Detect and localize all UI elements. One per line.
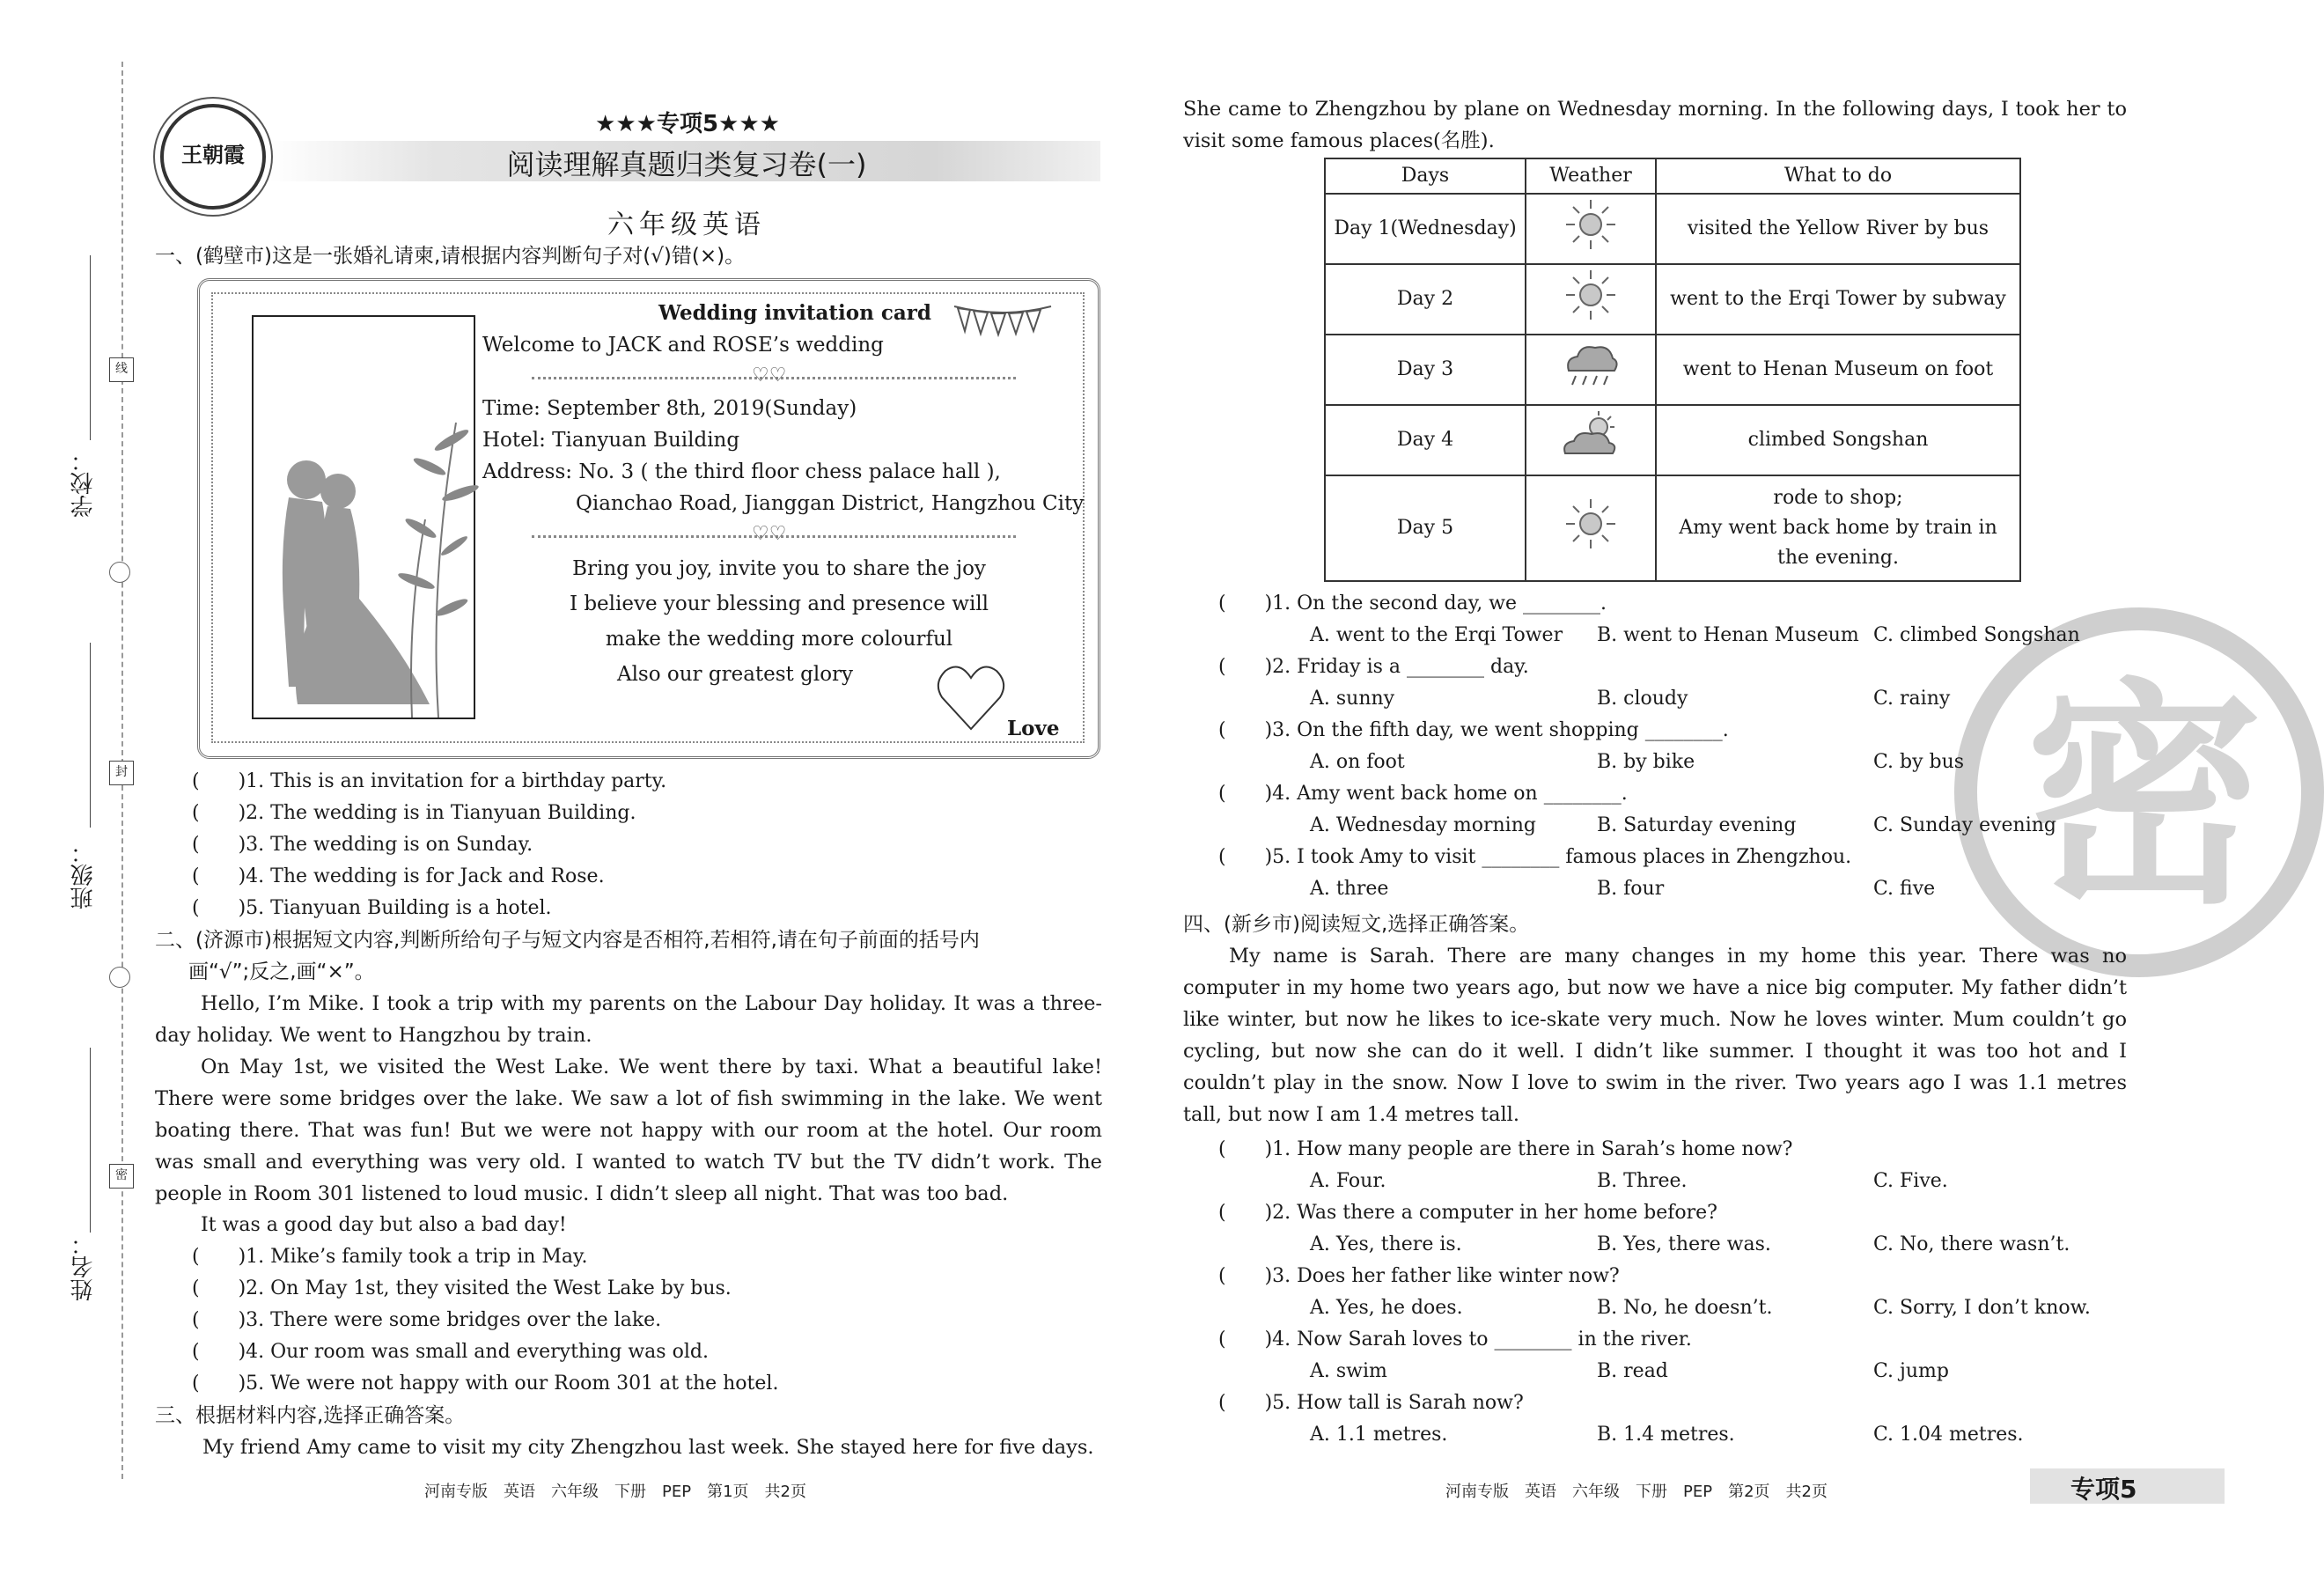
schedule-table (1324, 158, 2021, 582)
table-cell-todo: went to the Erqi Tower by subway (1656, 264, 2020, 335)
table-cell-todo: went to Henan Museum on foot (1656, 335, 2020, 405)
choice-a: A. Wednesday morning (1310, 814, 1536, 836)
school-label: 学校： (70, 449, 97, 518)
s4-question: ( )5. How tall is Sarah now? (1218, 1392, 1524, 1414)
table-cell-todo (1656, 475, 2020, 581)
s1-question: ( )2. The wedding is in Tianyuan Building. (192, 802, 636, 824)
footer-tab (2030, 1468, 2225, 1504)
choice-b: B. four (1597, 878, 1665, 900)
card-love: Love (1007, 717, 1060, 740)
card-poem-line: make the wedding more colourful (605, 628, 953, 651)
margin-mark-secret: 密 (109, 1164, 134, 1189)
choice-c: C. jump (1873, 1360, 1949, 1382)
card-address-2: Qianchao Road, Jianggan District, Hangzhou City (576, 492, 1085, 515)
footer-right: 河南专版 英语 六年级 下册 PEP 第2页 共2页 (1445, 1483, 1828, 1501)
choice-b: B. 1.4 metres. (1597, 1424, 1735, 1446)
footer-left: 河南专版 英语 六年级 下册 PEP 第1页 共2页 (424, 1483, 806, 1501)
choice-a: A. 1.1 metres. (1310, 1424, 1448, 1446)
choice-c: C. Sorry, I don’t know. (1873, 1297, 2091, 1319)
s2-question: ( )3. There were some bridges over the lake. (192, 1309, 662, 1331)
choice-c: C. Sunday evening (1873, 814, 2056, 836)
table-row (1325, 475, 2020, 581)
s3-question: ( )5. I took Amy to visit ________ famous places in Zhengzhou. (1218, 846, 1852, 868)
choice-c: C. five (1873, 878, 1936, 900)
table-row (1325, 335, 2020, 405)
s3-question: ( )2. Friday is a ________ day. (1218, 656, 1529, 678)
table-cell-weather (1526, 264, 1656, 335)
sunny-icon (1563, 196, 1619, 253)
s2-paragraph: It was a good day but also a bad day! (201, 1214, 567, 1236)
table-cell-weather (1526, 335, 1656, 405)
s1-question: ( )1. This is an invitation for a birthday party. (192, 770, 667, 792)
choice-a: A. Yes, there is. (1310, 1233, 1462, 1255)
card-poem-line: I believe your blessing and presence will (569, 592, 989, 615)
card-time: Time: September 8th, 2019(Sunday) (482, 397, 857, 420)
card-hotel: Hotel: Tianyuan Building (482, 429, 740, 452)
choice-b: B. Three. (1597, 1170, 1688, 1192)
page-subtitle: 六年级英语 (607, 210, 766, 240)
choice-b: B. cloudy (1597, 688, 1688, 710)
choice-a: A. on foot (1310, 751, 1405, 773)
table-header: Days (1325, 158, 1526, 194)
heart-icon (935, 662, 1007, 734)
section2-heading-cont: 画“√”;反之,画“×”。 (188, 960, 375, 983)
choice-a: A. Four. (1310, 1170, 1386, 1192)
s2-question: ( )5. We were not happy with our Room 301 at the hotel. (192, 1373, 779, 1395)
s2-paragraph: Hello, I’m Mike. I took a trip with my parents on the Labour Day holiday. It was a three-day holiday. We went to Hangzhou by train. (155, 992, 1102, 1047)
s3-question: ( )4. Amy went back home on ________. (1218, 783, 1628, 805)
choice-a: A. Yes, he does. (1310, 1297, 1463, 1319)
section4-heading: 四、(新乡市)阅读短文,选择正确答案。 (1183, 913, 1530, 936)
choice-b: B. No, he doesn’t. (1597, 1297, 1773, 1319)
table-cell-weather (1526, 405, 1656, 475)
choice-c: C. climbed Songshan (1873, 624, 2080, 646)
table-cell-day: Day 2 (1325, 264, 1526, 335)
footer-tab-label: 专项5 (2070, 1475, 2137, 1504)
card-poem-line: Also our greatest glory (616, 663, 854, 686)
section1-heading: 一、(鹤壁市)这是一张婚礼请柬,请根据内容判断句子对(√)错(×)。 (155, 245, 746, 268)
choice-a: A. went to the Erqi Tower (1310, 624, 1563, 646)
choice-c: C. rainy (1873, 688, 1951, 710)
table-cell-day: Day 1(Wednesday) (1325, 194, 1526, 264)
todo-line: the evening. (1777, 547, 1899, 569)
topic-label: ★★★专项5★★★ (595, 111, 780, 137)
logo-text: 王朝霞 (181, 143, 245, 167)
choice-c: C. by bus (1873, 751, 1965, 773)
class-label: 班级： (70, 841, 97, 909)
sunny-icon (1563, 267, 1619, 323)
binding-hole (109, 967, 130, 988)
publisher-logo (160, 104, 266, 210)
s2-question: ( )4. Our room was small and everything was old. (192, 1341, 709, 1363)
table-row (1325, 264, 2020, 335)
s3-question: ( )1. On the second day, we ________. (1218, 592, 1607, 615)
choice-b: B. Yes, there was. (1597, 1233, 1771, 1255)
s4-paragraph: My name is Sarah. There are many changes in my home this year. There was no computer in my home two years ago, but now we have a nice big computer. My father didn’t like winter, but now he likes to ice-skate very much. Now he loves winter. Mum couldn’t go cycling, but now she can do it well. I didn’t like summer. I thought it was too hot and I couldn’t play in the snow. Now I love to swim in the river. Two years ago I was 1.1 metres tall, but now I am 1.4 metres tall. (1183, 945, 2127, 1126)
choice-a: A. swim (1310, 1360, 1387, 1382)
s4-question: ( )1. How many people are there in Sarah’s home now? (1218, 1138, 1793, 1160)
margin-mark-line: 线 (109, 357, 134, 382)
card-welcome: Welcome to JACK and ROSE’s wedding (482, 334, 884, 357)
table-cell-weather (1526, 194, 1656, 264)
cloudy-icon (1560, 408, 1622, 464)
table-cell-todo: climbed Songshan (1656, 405, 2020, 475)
s3-question: ( )3. On the fifth day, we went shopping ________. (1218, 719, 1729, 741)
name-blank (90, 1048, 91, 1233)
s1-question: ( )5. Tianyuan Building is a hotel. (192, 897, 552, 919)
card-title: Wedding invitation card (658, 301, 931, 325)
card-address-1: Address: No. 3 ( the third floor chess palace hall ), (482, 460, 1001, 483)
s2-paragraph: On May 1st, we visited the West Lake. We went there by taxi. What a beautiful lake! There were some bridges over the lake. We saw a lot of fish swimming in the lake. We went boating there. That was fun! But we were not happy with our room at the hotel. Our room was small and everything was very old. I wanted to watch TV but the TV didn’t work. The people in Room 301 listened to loud music. I didn’t sleep all night. That was too bad. (155, 1056, 1102, 1205)
table-cell-day: Day 5 (1325, 475, 1526, 581)
todo-line: rode to shop; (1773, 487, 1903, 509)
section2-heading: 二、(济源市)根据短文内容,判断所给句子与短文内容是否相符,若相符,请在句子前面的括号内 (155, 929, 980, 952)
table-cell-day: Day 3 (1325, 335, 1526, 405)
choice-c: C. Five. (1873, 1170, 1948, 1192)
s4-question: ( )3. Does her father like winter now? (1218, 1265, 1620, 1287)
table-cell-todo: visited the Yellow River by bus (1656, 194, 2020, 264)
secret-stamp (1954, 607, 2324, 977)
table-header: Weather (1526, 158, 1656, 194)
section3-heading: 三、根据材料内容,选择正确答案。 (155, 1404, 466, 1427)
choice-a: A. sunny (1310, 688, 1395, 710)
stamp-text: 密 (2026, 659, 2263, 936)
choice-b: B. read (1597, 1360, 1668, 1382)
choice-b: B. went to Henan Museum (1597, 624, 1859, 646)
hearts-icon: ♡♡ (752, 364, 787, 386)
binding-hole (109, 562, 130, 583)
s1-question: ( )3. The wedding is on Sunday. (192, 834, 533, 856)
s2-question: ( )2. On May 1st, they visited the West Lake by bus. (192, 1277, 732, 1299)
s4-question: ( )4. Now Sarah loves to ________ in the river. (1218, 1328, 1692, 1351)
table-row (1325, 194, 2020, 264)
table-cell-weather (1526, 475, 1656, 581)
s3-intro-cont: She came to Zhengzhou by plane on Wednesday morning. In the following days, I took her to visit some famous places(名胜). (1183, 98, 2127, 152)
rainy-icon (1560, 337, 1622, 394)
s2-question: ( )1. Mike’s family took a trip in May. (192, 1246, 588, 1268)
name-label: 姓名： (70, 1233, 97, 1301)
s1-question: ( )4. The wedding is for Jack and Rose. (192, 865, 605, 887)
table-cell-day: Day 4 (1325, 405, 1526, 475)
choice-a: A. three (1310, 878, 1389, 900)
table-row (1325, 405, 2020, 475)
s3-intro: My friend Amy came to visit my city Zhengzhou last week. She stayed here for five days. (202, 1436, 1094, 1459)
choice-b: B. by bike (1597, 751, 1695, 773)
table-header: What to do (1656, 158, 2020, 194)
choice-c: C. 1.04 metres. (1873, 1424, 2024, 1446)
school-blank (90, 255, 91, 440)
choice-b: B. Saturday evening (1597, 814, 1797, 836)
choice-c: C. No, there wasn’t. (1873, 1233, 2070, 1255)
todo-line: Amy went back home by train in (1679, 517, 1997, 539)
hearts-icon: ♡♡ (752, 523, 787, 545)
sunny-icon (1563, 496, 1619, 552)
s4-question: ( )2. Was there a computer in her home before? (1218, 1202, 1717, 1224)
card-poem-line: Bring you joy, invite you to share the joy (572, 557, 986, 580)
class-blank (90, 643, 91, 828)
page-title: 阅读理解真题归类复习卷(一) (506, 148, 867, 181)
margin-mark-seal: 封 (109, 761, 134, 785)
bunting-decoration (952, 301, 1053, 340)
